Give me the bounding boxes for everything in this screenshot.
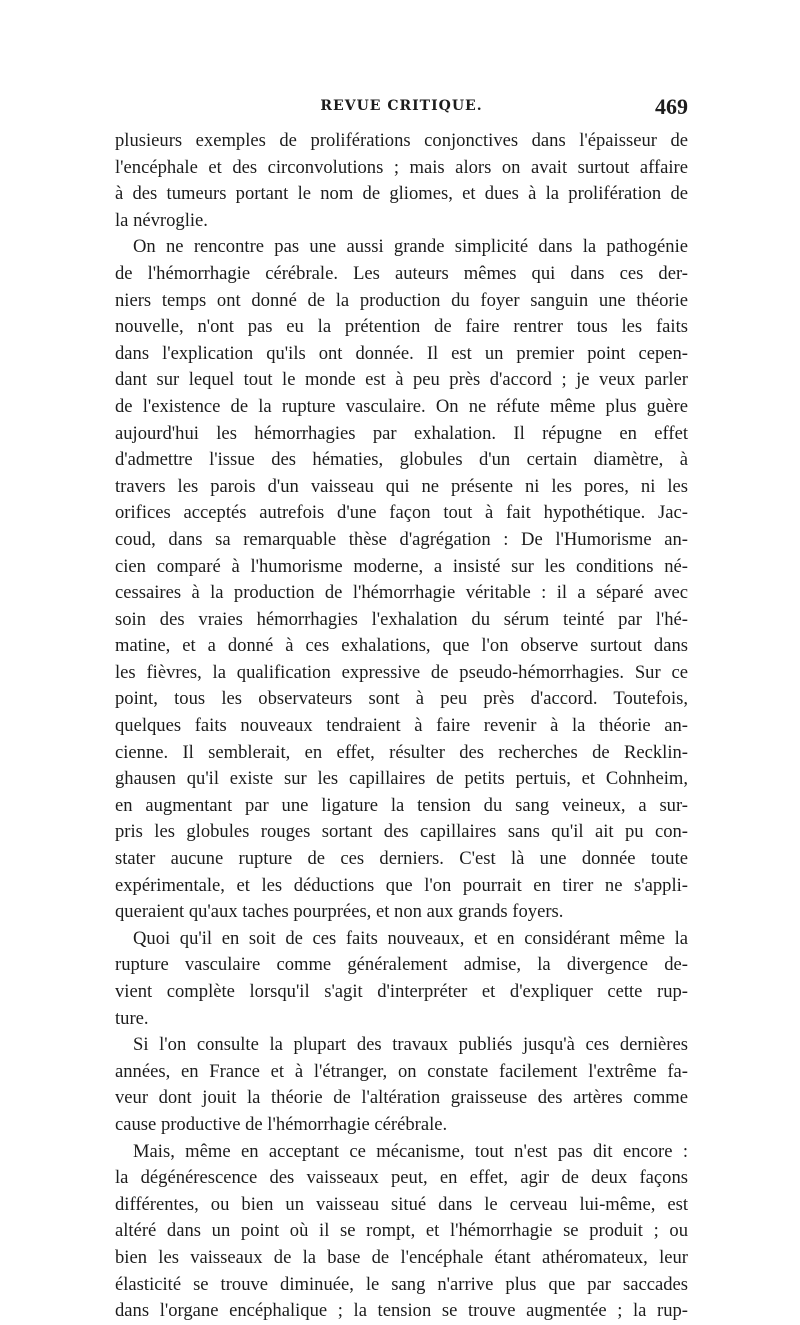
text-line: d'admettre l'issue des hématies, globules d'un certain diamètre, à [115,449,688,471]
running-header [115,94,688,124]
text-line: différentes, ou bien un vaisseau situé dans le cerveau lui-même, est [115,1193,688,1215]
text-line: de l'hémorrhagie cérébrale. Les auteurs mêmes qui dans ces der- [115,262,688,284]
text-line: cienne. Il semblerait, en effet, résulter des recherches de Recklin- [115,741,688,763]
text-line: Si l'on consulte la plupart des travaux publiés jusqu'à ces dernières [133,1034,688,1056]
text-line: années, en France et à l'étranger, on constate facilement l'extrême fa- [115,1060,688,1082]
text-line: l'encéphale et des circonvolutions ; mais alors on avait surtout affaire [115,156,688,178]
paragraph [115,1139,688,1325]
text-line: stater aucune rupture de ces derniers. C'est là une donnée toute [115,848,688,870]
text-line: rupture vasculaire comme généralement admise, la divergence de- [115,954,688,976]
text-line: à des tumeurs portant le nom de gliomes, et dues à la prolifération de [115,183,688,205]
text-line: On ne rencontre pas une aussi grande simplicité dans la pathogénie [133,236,688,258]
paragraph [115,128,688,234]
text-line: Mais, même en acceptant ce mécanisme, tout n'est pas dit encore : [133,1140,688,1162]
text-line: bien les vaisseaux de la base de l'encéphale étant athéromateux, leur [115,1246,688,1268]
text-line: Quoi qu'il en soit de ces faits nouveaux, et en considérant même la [133,927,688,949]
text-line: travers les parois d'un vaisseau qui ne présente ni les pores, ni les [115,475,688,497]
text-line: ghausen qu'il existe sur les capillaires de petits pertuis, et Cohnheim, [115,768,688,790]
text-line: point, tous les observateurs sont à peu près d'accord. Toutefois, [115,688,688,710]
text-line: la névroglie. [115,209,208,231]
text-line: pris les globules rouges sortant des capillaires sans qu'il ait pu con- [115,821,688,843]
paragraph [115,1032,688,1138]
text-line: en augmentant par une ligature la tension du sang veineux, a sur- [115,794,688,816]
text-line: matine, et a donné à ces exhalations, que l'on observe surtout dans [115,635,688,657]
text-line: altéré dans un point où il se rompt, et l'hémorrhagie se produit ; ou [115,1220,688,1242]
text-line: soin des vraies hémorrhagies l'exhalation du sérum teinté par l'hé- [115,608,688,630]
text-line: coud, dans sa remarquable thèse d'agrégation : De l'Humorisme an- [115,528,688,550]
text-line: queraient qu'aux taches pourprées, et non aux grands foyers. [115,901,564,923]
text-line: nouvelle, n'ont pas eu la prétention de faire rentrer tous les faits [115,316,688,338]
text-line: plusieurs exemples de proliférations conjonctives dans l'épaisseur de [115,130,688,151]
text-line: cause productive de l'hémorrhagie cérébrale. [115,1113,448,1135]
text-line: les fièvres, la qualification expressive de pseudo-hémorrhagies. Sur ce [115,661,688,683]
text-line: cessaires à la production de l'hémorrhagie véritable : il a séparé avec [115,582,688,604]
text-line: de l'existence de la rupture vasculaire. On ne réfute même plus guère [115,395,688,417]
text-line: vient complète lorsqu'il s'agit d'interpréter et d'expliquer cette rup- [115,981,688,1002]
text-line: dant sur lequel tout le monde est à peu près d'accord ; je veux parler [115,369,688,391]
text-line: aujourd'hui les hémorrhagies par exhalation. Il répugne en effet [115,422,688,444]
text-line: élasticité se trouve diminuée, le sang n'arrive plus que par saccades [115,1273,688,1295]
text-line: veur dont jouit la théorie de l'altération graisseuse des artères comme [115,1087,688,1109]
text-line: quelques faits nouveaux tendraient à faire revenir à la théorie an- [115,715,688,737]
text-line: orifices acceptés autrefois d'une façon tout à fait hypothétique. Jac- [115,502,688,524]
text-line: cien comparé à l'humorisme moderne, a insisté sur les conditions né- [115,555,688,577]
text-line: la dégénérescence des vaisseaux peut, en effet, agir de deux façons [115,1167,688,1189]
text-line: dans l'explication qu'ils ont donnée. Il est un premier point cepen- [115,342,688,364]
paragraph [115,234,688,925]
text-line: expérimentale, et les déductions que l'on pourrait en tirer ne s'appli- [115,874,688,896]
page-number: 469 [655,94,688,119]
body-text [115,128,688,1325]
running-title: REVUE CRITIQUE. [320,98,483,114]
text-line: dans l'organe encéphalique ; la tension se trouve augmentée ; la rup- [115,1300,688,1322]
paragraph [115,926,688,1032]
text-line: ture. [115,1007,149,1029]
text-line: niers temps ont donné de la production du foyer sanguin une théorie [115,289,688,311]
